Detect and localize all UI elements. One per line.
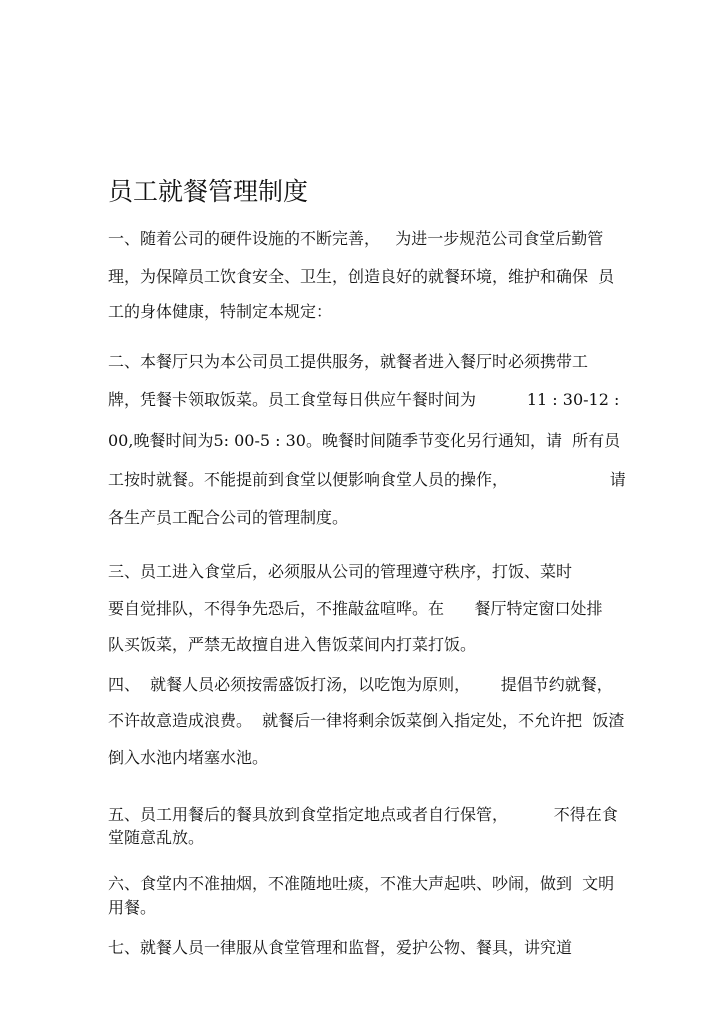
document-title: 员工就餐管理制度 (108, 177, 309, 206)
text-line: 七、就餐人员一律服从食堂管理和监督，爱护公物、餐具，讲究道 (108, 938, 573, 957)
text-line: 各生产员工配合公司的管理制度。 (108, 508, 349, 527)
text-line: 用餐。 (108, 898, 157, 917)
text-line: 00,晚餐时间为5: 00-5 : 30。晚餐时间随季节变化另行通知，请 所有员 (108, 431, 621, 450)
text-line: 工按时就餐。不能提前到食堂以便影响食堂人员的操作， 请 (108, 470, 626, 489)
text-line: 六、食堂内不准抽烟，不准随地吐痰，不准大声起哄、吵闹，做到 文明 (108, 874, 615, 893)
text-line: 理，为保障员工饮食安全、卫生，创造良好的就餐环境，维护和确保 员 (108, 267, 615, 286)
text-line: 二、本餐厅只为本公司员工提供服务，就餐者进入餐厅时必须携带工 (108, 352, 589, 371)
text-line: 不许故意造成浪费。 就餐后一律将剩余饭菜倒入指定处，不允许把 饭渣 (108, 711, 625, 730)
text-line: 牌，凭餐卡领取饭菜。员工食堂每日供应午餐时间为 11 : 30-12 : (108, 390, 620, 409)
text-line: 堂随意乱放。 (108, 828, 205, 847)
text-line: 要自觉排队，不得争先恐后，不推敲盆喧哗。在 餐厅特定窗口处排 (108, 599, 603, 618)
text-line: 队买饭菜，严禁无故擅自进入售饭菜间内打菜打饭。 (108, 635, 477, 654)
text-line: 一、随着公司的硬件设施的不断完善， 为进一步规范公司食堂后勤管 (108, 229, 604, 248)
text-line: 倒入水池内堵塞水池。 (108, 748, 269, 767)
text-line: 三、员工进入食堂后，必须服从公司的管理遵守秩序，打饭、菜时 (108, 562, 573, 581)
text-line: 五、员工用餐后的餐具放到食堂指定地点或者自行保管， 不得在食 (108, 805, 618, 824)
text-line: 四、 就餐人员必须按需盛饭打汤，以吃饱为原则， 提倡节约就餐， (108, 675, 613, 694)
text-line: 工的身体健康，特制定本规定： (108, 302, 333, 321)
